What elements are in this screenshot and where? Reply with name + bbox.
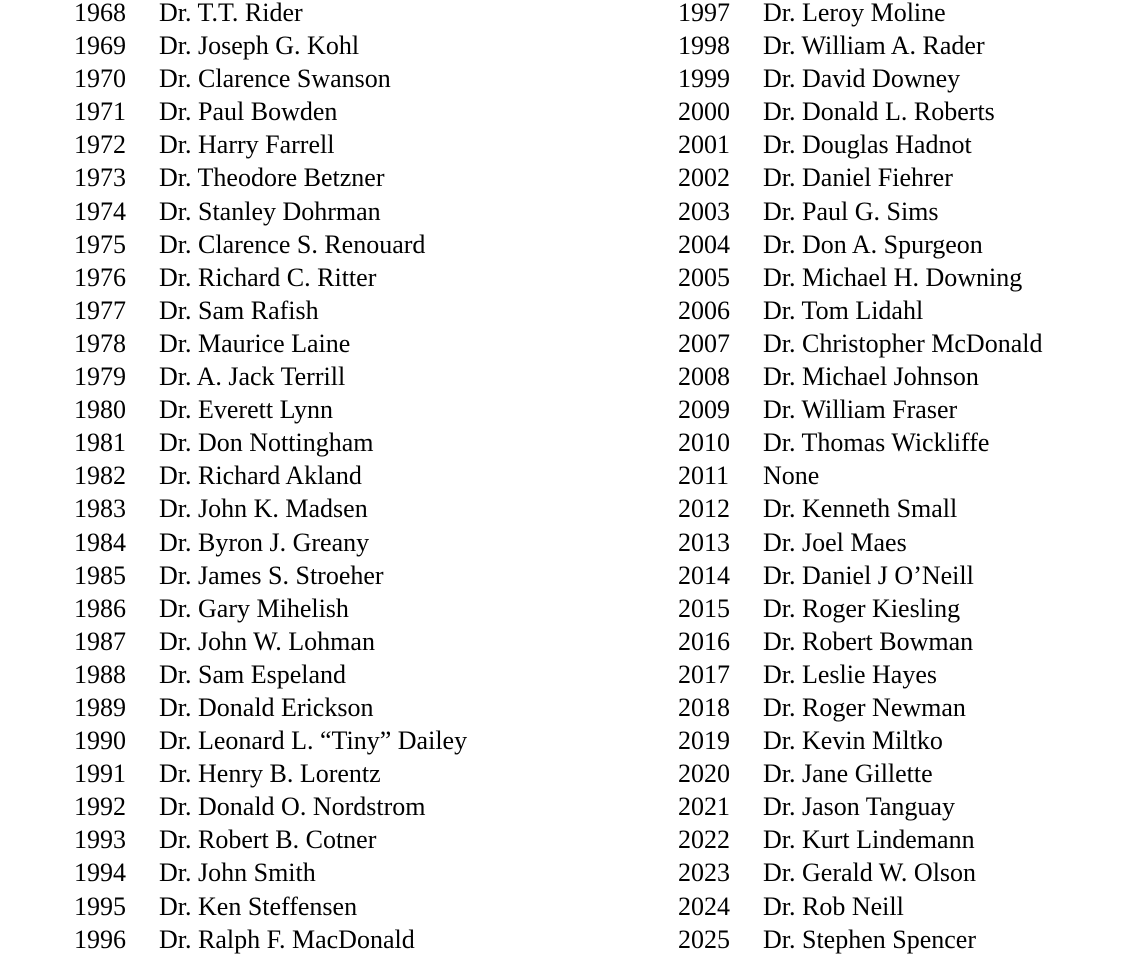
list-item [74,559,467,592]
list-item [74,890,467,923]
list-item [678,0,1042,29]
year: 1979 [74,362,126,392]
honoree-name: Dr. John Smith [159,858,316,888]
year: 2015 [678,593,730,623]
honoree-name: Dr. Maurice Laine [159,328,351,358]
year: 2017 [678,659,730,689]
honoree-name: Dr. Clarence S. Renouard [159,229,426,259]
list-item [678,691,1042,724]
list-item [74,823,467,856]
honoree-name: Dr. Daniel J O’Neill [763,560,974,590]
year: 1976 [74,262,126,292]
list-item [678,161,1042,194]
honoree-name: Dr. Kevin Miltko [763,726,943,756]
list-item [74,856,467,889]
list-item [678,592,1042,625]
honoree-name: Dr. Ken Steffensen [159,891,358,921]
honoree-name: Dr. Robert B. Cotner [159,825,377,855]
list-item [678,823,1042,856]
list-item [678,327,1042,360]
list-item [678,294,1042,327]
year: 1974 [74,196,126,226]
year: 1989 [74,692,126,722]
list-item [74,228,467,261]
list-item [678,426,1042,459]
honoree-name: Dr. Roger Newman [763,692,966,722]
list-item [678,393,1042,426]
list-item [74,128,467,161]
honoree-name: Dr. Donald Erickson [159,692,374,722]
honoree-name: Dr. Michael H. Downing [763,262,1023,292]
honoree-name: Dr. William A. Rader [763,31,985,61]
list-item [678,790,1042,823]
honoree-name: Dr. Rob Neill [763,891,904,921]
list-item [678,492,1042,525]
year: 1972 [74,130,126,160]
right-column [678,0,1042,956]
year: 2003 [678,196,730,226]
honoree-name: Dr. James S. Stroeher [159,560,384,590]
honoree-name: Dr. Roger Kiesling [763,593,961,623]
honoree-name: Dr. Stanley Dohrman [159,196,381,226]
honoree-name: Dr. David Downey [763,64,961,94]
list-item [74,195,467,228]
list-item [678,261,1042,294]
year: 2019 [678,726,730,756]
honoree-name: Dr. Gerald W. Olson [763,858,977,888]
year: 2022 [678,825,730,855]
honoree-name: Dr. Harry Farrell [159,130,335,160]
year: 2009 [678,395,730,425]
year: 2000 [678,97,730,127]
list-item [74,360,467,393]
honoree-name: Dr. Joel Maes [763,527,907,557]
honoree-name: Dr. Richard C. Ritter [159,262,377,292]
year: 2018 [678,692,730,722]
year: 1975 [74,229,126,259]
honoree-name: Dr. Douglas Hadnot [763,130,972,160]
year: 1990 [74,726,126,756]
year: 1968 [74,0,126,27]
honoree-name: Dr. T.T. Rider [159,0,303,27]
list-item [678,62,1042,95]
list-item [678,526,1042,559]
honoree-name: Dr. Donald O. Nordstrom [159,792,426,822]
honoree-name: Dr. A. Jack Terrill [159,362,346,392]
honoree-name: Dr. John W. Lohman [159,626,375,656]
list-item [74,161,467,194]
list-item [678,923,1042,956]
list-item [74,592,467,625]
year: 2005 [678,262,730,292]
list-item [74,327,467,360]
list-item [678,228,1042,261]
honoree-name: Dr. Michael Johnson [763,362,979,392]
year: 2020 [678,759,730,789]
honoree-name: Dr. Byron J. Greany [159,527,370,557]
honoree-name: Dr. Tom Lidahl [763,295,924,325]
honoree-name: Dr. Everett Lynn [159,395,334,425]
year: 2014 [678,560,730,590]
year: 1987 [74,626,126,656]
honoree-name: Dr. Jane Gillette [763,759,933,789]
honoree-name: Dr. Daniel Fiehrer [763,163,953,193]
list-item [74,492,467,525]
honoree-name: Dr. Joseph G. Kohl [159,31,360,61]
list-item [74,459,467,492]
year: 1991 [74,759,126,789]
list-item [74,393,467,426]
honoree-name: Dr. Don A. Spurgeon [763,229,983,259]
list-item [74,0,467,29]
honoree-name: Dr. Ralph F. MacDonald [159,924,415,954]
year: 2006 [678,295,730,325]
honoree-name: Dr. Don Nottingham [159,428,374,458]
left-column [74,0,467,956]
list-item [678,658,1042,691]
year: 2007 [678,328,730,358]
honoree-name: Dr. Leroy Moline [763,0,946,27]
year: 1978 [74,328,126,358]
year: 1981 [74,428,126,458]
year: 2023 [678,858,730,888]
year: 2011 [678,461,730,491]
honoree-name: Dr. Donald L. Roberts [763,97,995,127]
honoree-name: Dr. Paul Bowden [159,97,338,127]
list-item [678,559,1042,592]
list-item [678,95,1042,128]
year: 1969 [74,31,126,61]
list-item [678,890,1042,923]
list-item [74,658,467,691]
year: 2001 [678,130,730,160]
honoree-name: Dr. Kurt Lindemann [763,825,975,855]
list-item [678,724,1042,757]
list-item [678,128,1042,161]
year: 1999 [678,64,730,94]
year: 2016 [678,626,730,656]
year: 2010 [678,428,730,458]
list-item [678,29,1042,62]
year: 1986 [74,593,126,623]
honoree-name: Dr. Gary Mihelish [159,593,349,623]
year: 1983 [74,494,126,524]
honoree-name: Dr. Clarence Swanson [159,64,391,94]
year: 1996 [74,924,126,954]
year: 2024 [678,891,730,921]
list-item [74,426,467,459]
honoree-name: Dr. Christopher McDonald [763,328,1043,358]
list-item [678,625,1042,658]
year: 2025 [678,924,730,954]
year: 1982 [74,461,126,491]
honoree-name: Dr. Leonard L. “Tiny” Dailey [159,726,468,756]
list-item [678,757,1042,790]
year: 1998 [678,31,730,61]
year: 1984 [74,527,126,557]
list-item [74,923,467,956]
year: 1980 [74,395,126,425]
year: 2013 [678,527,730,557]
list-item [678,856,1042,889]
list-item [74,294,467,327]
honoree-name: Dr. Richard Akland [159,461,362,491]
honoree-name: Dr. Sam Espeland [159,659,347,689]
list-item [74,724,467,757]
honoree-name: Dr. Theodore Betzner [159,163,385,193]
list-item [74,526,467,559]
year: 1997 [678,0,730,27]
year: 2002 [678,163,730,193]
honoree-name: Dr. Paul G. Sims [763,196,939,226]
honoree-name: Dr. Robert Bowman [763,626,974,656]
year: 2004 [678,229,730,259]
list-item [678,360,1042,393]
year: 1970 [74,64,126,94]
year: 1977 [74,295,126,325]
list-item [74,62,467,95]
honoree-name: Dr. Kenneth Small [763,494,958,524]
honoree-name: Dr. Stephen Spencer [763,924,977,954]
year: 2008 [678,362,730,392]
honoree-name: Dr. Thomas Wickliffe [763,428,990,458]
honoree-name: Dr. Sam Rafish [159,295,319,325]
list-item [74,625,467,658]
list-item [678,459,1042,492]
year: 1973 [74,163,126,193]
list-item [74,790,467,823]
honoree-name: Dr. Leslie Hayes [763,659,938,689]
year: 1971 [74,97,126,127]
year: 1995 [74,891,126,921]
year: 1985 [74,560,126,590]
year: 1992 [74,792,126,822]
year: 2021 [678,792,730,822]
honoree-name: Dr. Henry B. Lorentz [159,759,381,789]
year: 1988 [74,659,126,689]
year: 1993 [74,825,126,855]
honoree-name: Dr. William Fraser [763,395,958,425]
list-item [74,691,467,724]
honoree-name: Dr. Jason Tanguay [763,792,955,822]
list-item [678,195,1042,228]
list-item [74,29,467,62]
honoree-name: Dr. John K. Madsen [159,494,368,524]
year: 2012 [678,494,730,524]
honoree-name: None [763,461,820,491]
list-item [74,757,467,790]
list-item [74,261,467,294]
year: 1994 [74,858,126,888]
list-item [74,95,467,128]
